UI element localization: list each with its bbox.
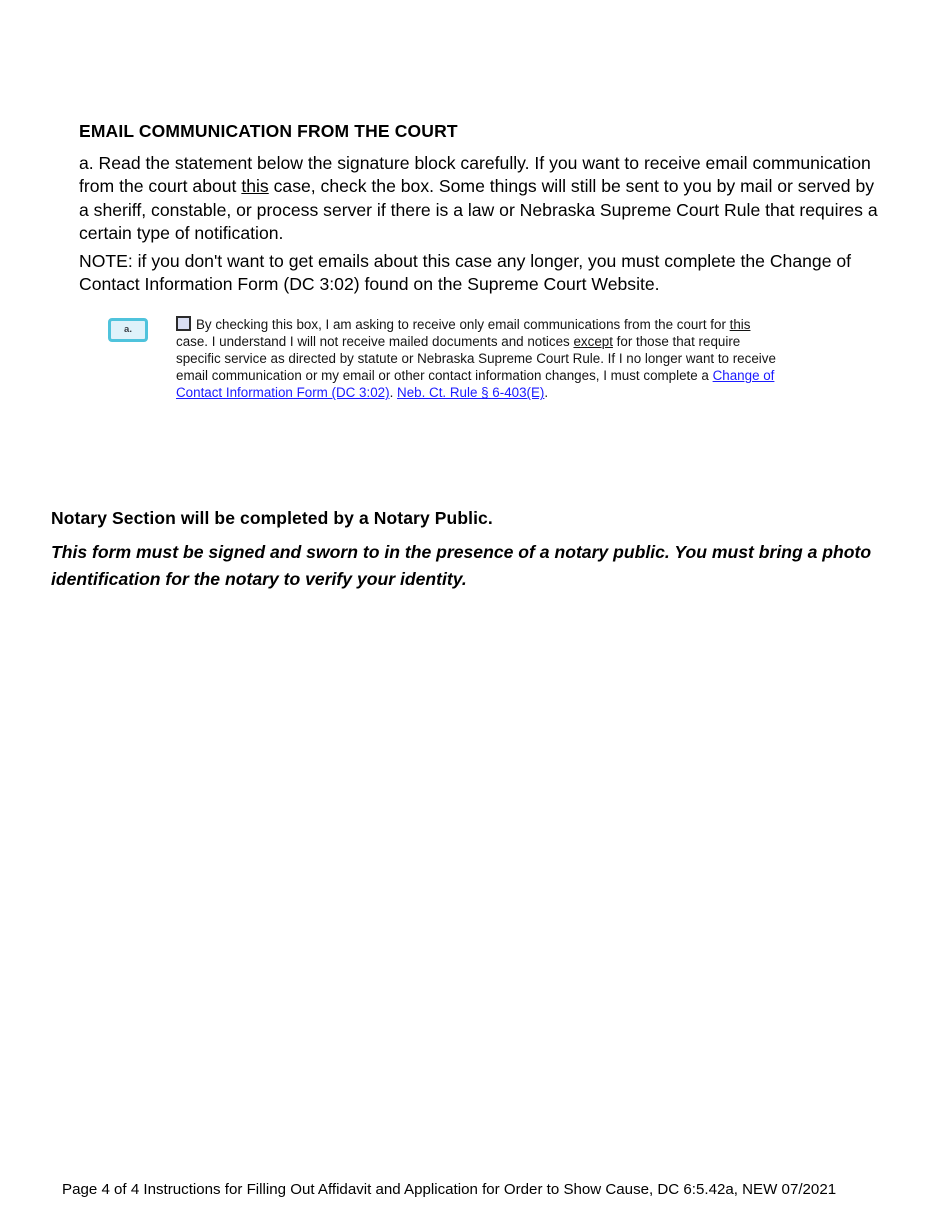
- link-change-of[interactable]: Change of: [712, 368, 775, 384]
- notary-section-paragraph: This form must be signed and sworn to in the presence of a notary public. You must bring a photo identification for the notary to verify your identity.: [51, 542, 872, 589]
- email-consent-block: [108, 316, 808, 426]
- paragraph-note: NOTE: if you don't want to get emails about this case any longer, you must complete the Change of Contact Information Form (DC 3:02) found on the Supreme Court Website.: [79, 251, 852, 295]
- paragraph-item-a-tail: case, check the box. Some things will still be sent to you by mail or served by a sheriff, constable, or process server if there is a law or Nebraska Supreme Court Rule that requires a certain type of notification.: [79, 176, 878, 243]
- email-consent-checkbox[interactable]: [176, 316, 191, 331]
- callout-badge-label: a.: [124, 324, 132, 336]
- section-heading-email-communication: EMAIL COMMUNICATION FROM THE COURT: [79, 121, 458, 141]
- notary-section-heading: Notary Section will be completed by a Notary Public.: [51, 508, 493, 528]
- paragraph-item-a: [79, 152, 885, 245]
- link-contact-information-form[interactable]: Contact Information Form (DC 3:02): [176, 385, 390, 401]
- email-consent-statement: [176, 316, 776, 401]
- paragraph-item-a-lead: a. Read the statement below the signature block carefully. If you want to receive email communication from the court about: [79, 153, 871, 197]
- statement-part3: for those that require specific service as directed by statute or Nebraska Supreme Court Rule. If I no longer want to receive email communication or my email or other contact information changes, I must complete a: [176, 334, 776, 384]
- statement-part2: case. I understand I will not receive mailed documents and notices: [176, 334, 574, 350]
- statement-underline-this: this: [729, 317, 751, 332]
- statement-part1: By checking this box, I am asking to receive only email communications from the court for: [196, 317, 730, 332]
- paragraph-item-a-emphasis: this: [241, 176, 269, 197]
- statement-end: .: [544, 385, 549, 401]
- link-neb-ct-rule[interactable]: Neb. Ct. Rule § 6-403(E): [397, 385, 545, 401]
- callout-badge-a: [108, 318, 148, 342]
- statement-separator: .: [389, 385, 398, 401]
- page-footer: Page 4 of 4 Instructions for Filling Out Affidavit and Application for Order to Show Cause, DC 6:5.42a, NEW 07/2021: [62, 1181, 837, 1198]
- statement-underline-except: except: [573, 334, 613, 350]
